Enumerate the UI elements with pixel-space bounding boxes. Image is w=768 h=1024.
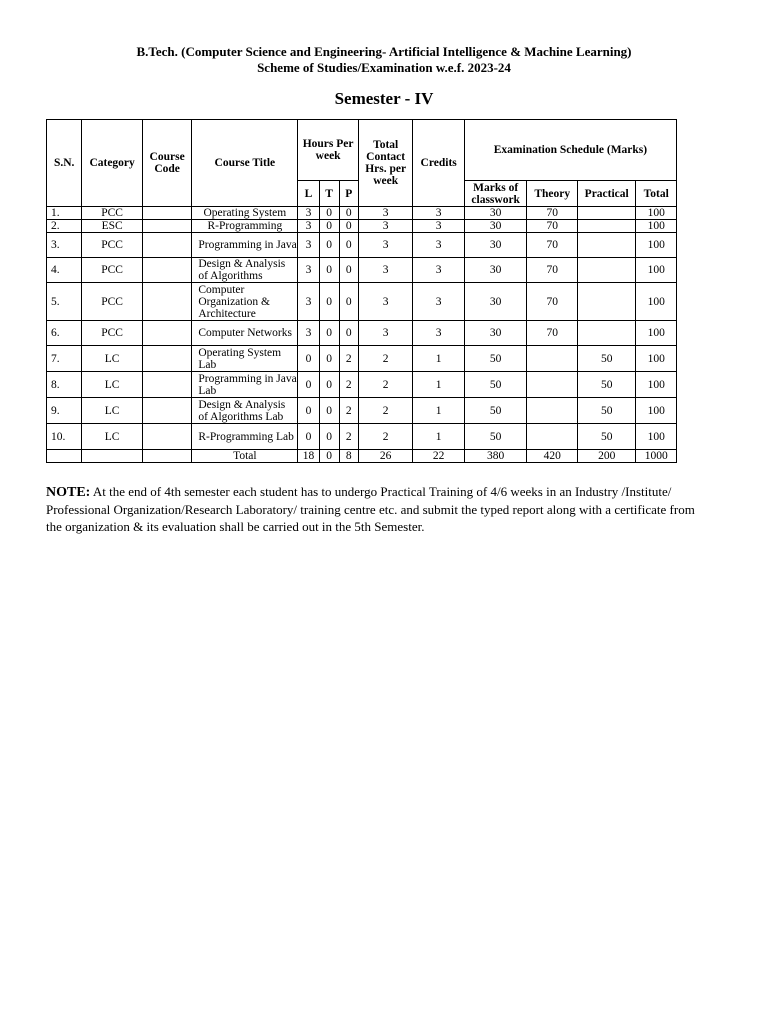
row-sn: 6. [47, 321, 82, 346]
table-row [47, 346, 677, 372]
row-t: 0 [319, 220, 339, 233]
row-theory: 70 [527, 283, 577, 321]
row-category: LC [82, 346, 143, 372]
scheme-title: Scheme of Studies/Examination w.e.f. 2023-24 [257, 60, 511, 75]
row-classwork: 50 [464, 372, 527, 398]
row-total: 100 [636, 220, 677, 233]
row-course-title: Computer Organization & Architecture [192, 283, 298, 321]
row-p: 0 [339, 321, 358, 346]
row-total: 100 [636, 207, 677, 220]
totals-label: Total [192, 450, 298, 463]
totals-category [82, 450, 143, 463]
totals-contact: 26 [358, 450, 413, 463]
table-row [47, 233, 677, 258]
semester-title: Semester - IV [334, 89, 434, 108]
row-category: LC [82, 372, 143, 398]
header-total-contact: Total Contact Hrs. per week [358, 120, 413, 207]
row-category: PCC [82, 207, 143, 220]
row-contact: 3 [358, 258, 413, 283]
row-t: 0 [319, 321, 339, 346]
row-t: 0 [319, 258, 339, 283]
row-practical [577, 220, 636, 233]
row-theory [527, 398, 577, 424]
row-l: 0 [298, 372, 319, 398]
header-course-code: Course Code [142, 120, 191, 207]
row-course-code [142, 346, 191, 372]
header-sn: S.N. [47, 120, 82, 207]
row-course-title: R-Programming [192, 220, 298, 233]
row-contact: 3 [358, 233, 413, 258]
row-p: 0 [339, 258, 358, 283]
row-credits: 3 [413, 321, 464, 346]
row-sn: 3. [47, 233, 82, 258]
row-credits: 1 [413, 424, 464, 450]
row-practical [577, 258, 636, 283]
row-contact: 2 [358, 398, 413, 424]
row-practical [577, 283, 636, 321]
row-theory: 70 [527, 220, 577, 233]
totals-course-code [142, 450, 191, 463]
row-l: 3 [298, 283, 319, 321]
row-category: LC [82, 424, 143, 450]
row-p: 0 [339, 220, 358, 233]
row-sn: 5. [47, 283, 82, 321]
row-practical [577, 321, 636, 346]
row-contact: 2 [358, 372, 413, 398]
row-contact: 2 [358, 346, 413, 372]
table-row [47, 398, 677, 424]
row-course-code [142, 398, 191, 424]
table-row [47, 220, 677, 233]
header-course-title: Course Title [192, 120, 298, 207]
row-course-title: Design & Analysis of Algorithms Lab [192, 398, 298, 424]
row-t: 0 [319, 207, 339, 220]
table-row [47, 424, 677, 450]
note-text: At the end of 4th semester each student has to undergo Practical Training of 4/6 weeks in an Industry /Institute/ Professional Organization/Research Laboratory/ training centre etc. and submit the typed report along with a certificate from the organization & its evaluation shall be carried out in the 5th Semester. [46, 484, 695, 534]
scheme-table [46, 119, 677, 463]
note-label: NOTE: [46, 485, 91, 500]
header-l: L [298, 181, 319, 207]
totals-l: 18 [298, 450, 319, 463]
totals-total: 1000 [636, 450, 677, 463]
totals-credits: 22 [413, 450, 464, 463]
row-practical: 50 [577, 346, 636, 372]
row-theory: 70 [527, 233, 577, 258]
row-course-code [142, 424, 191, 450]
row-course-code [142, 321, 191, 346]
row-total: 100 [636, 424, 677, 450]
row-l: 3 [298, 321, 319, 346]
row-course-title: Programming in Java [192, 233, 298, 258]
row-sn: 8. [47, 372, 82, 398]
row-category: PCC [82, 321, 143, 346]
row-theory [527, 346, 577, 372]
row-course-title: Design & Analysis of Algorithms [192, 258, 298, 283]
row-total: 100 [636, 258, 677, 283]
row-course-code [142, 233, 191, 258]
row-total: 100 [636, 398, 677, 424]
row-p: 0 [339, 207, 358, 220]
table-row [47, 258, 677, 283]
row-t: 0 [319, 372, 339, 398]
row-contact: 3 [358, 220, 413, 233]
header-p: P [339, 181, 358, 207]
row-course-code [142, 207, 191, 220]
row-course-code [142, 258, 191, 283]
row-theory: 70 [527, 207, 577, 220]
row-credits: 3 [413, 233, 464, 258]
row-practical: 50 [577, 372, 636, 398]
row-practical: 50 [577, 398, 636, 424]
totals-t: 0 [319, 450, 339, 463]
row-t: 0 [319, 424, 339, 450]
row-total: 100 [636, 346, 677, 372]
row-p: 2 [339, 424, 358, 450]
row-course-code [142, 372, 191, 398]
row-p: 2 [339, 346, 358, 372]
row-total: 100 [636, 233, 677, 258]
row-t: 0 [319, 233, 339, 258]
row-classwork: 50 [464, 424, 527, 450]
row-category: ESC [82, 220, 143, 233]
totals-classwork: 380 [464, 450, 527, 463]
row-t: 0 [319, 398, 339, 424]
row-category: LC [82, 398, 143, 424]
row-classwork: 30 [464, 233, 527, 258]
row-contact: 2 [358, 424, 413, 450]
row-contact: 3 [358, 321, 413, 346]
row-l: 3 [298, 220, 319, 233]
row-credits: 3 [413, 220, 464, 233]
row-total: 100 [636, 321, 677, 346]
row-l: 3 [298, 258, 319, 283]
row-classwork: 50 [464, 346, 527, 372]
row-practical [577, 233, 636, 258]
row-theory: 70 [527, 321, 577, 346]
row-category: PCC [82, 283, 143, 321]
header-total: Total [636, 181, 677, 207]
totals-theory: 420 [527, 450, 577, 463]
header-classwork: Marks of classwork [464, 181, 527, 207]
row-l: 3 [298, 207, 319, 220]
header-hours-per-week: Hours Per week [298, 120, 359, 181]
note-paragraph [46, 483, 696, 535]
row-contact: 3 [358, 207, 413, 220]
row-credits: 3 [413, 207, 464, 220]
row-credits: 3 [413, 283, 464, 321]
row-theory [527, 372, 577, 398]
row-p: 0 [339, 233, 358, 258]
row-p: 2 [339, 372, 358, 398]
row-course-title: Operating System Lab [192, 346, 298, 372]
row-classwork: 30 [464, 207, 527, 220]
row-credits: 3 [413, 258, 464, 283]
row-sn: 4. [47, 258, 82, 283]
row-classwork: 50 [464, 398, 527, 424]
row-total: 100 [636, 372, 677, 398]
row-total: 100 [636, 283, 677, 321]
row-course-code [142, 220, 191, 233]
totals-row [47, 450, 677, 463]
row-theory: 70 [527, 258, 577, 283]
row-theory [527, 424, 577, 450]
row-classwork: 30 [464, 283, 527, 321]
row-sn: 2. [47, 220, 82, 233]
row-sn: 1. [47, 207, 82, 220]
row-practical: 50 [577, 424, 636, 450]
row-practical [577, 207, 636, 220]
row-credits: 1 [413, 346, 464, 372]
row-course-title: Programming in Java Lab [192, 372, 298, 398]
row-l: 0 [298, 398, 319, 424]
row-l: 0 [298, 346, 319, 372]
row-p: 2 [339, 398, 358, 424]
row-course-code [142, 283, 191, 321]
row-course-title: R-Programming Lab [192, 424, 298, 450]
row-l: 0 [298, 424, 319, 450]
row-credits: 1 [413, 372, 464, 398]
row-sn: 7. [47, 346, 82, 372]
totals-p: 8 [339, 450, 358, 463]
row-category: PCC [82, 258, 143, 283]
program-title: B.Tech. (Computer Science and Engineering- Artificial Intelligence & Machine Learning) [136, 44, 632, 59]
row-sn: 10. [47, 424, 82, 450]
table-row [47, 372, 677, 398]
row-t: 0 [319, 346, 339, 372]
row-contact: 3 [358, 283, 413, 321]
row-t: 0 [319, 283, 339, 321]
row-category: PCC [82, 233, 143, 258]
header-category: Category [82, 120, 143, 207]
header-t: T [319, 181, 339, 207]
row-course-title: Operating System [192, 207, 298, 220]
header-credits: Credits [413, 120, 464, 207]
totals-sn [47, 450, 82, 463]
header-exam-schedule: Examination Schedule (Marks) [464, 120, 676, 181]
row-classwork: 30 [464, 258, 527, 283]
row-classwork: 30 [464, 321, 527, 346]
row-course-title: Computer Networks [192, 321, 298, 346]
table-row [47, 207, 677, 220]
header-theory: Theory [527, 181, 577, 207]
header-practical: Practical [577, 181, 636, 207]
row-p: 0 [339, 283, 358, 321]
table-row [47, 283, 677, 321]
row-classwork: 30 [464, 220, 527, 233]
row-credits: 1 [413, 398, 464, 424]
row-sn: 9. [47, 398, 82, 424]
row-l: 3 [298, 233, 319, 258]
totals-practical: 200 [577, 450, 636, 463]
table-row [47, 321, 677, 346]
